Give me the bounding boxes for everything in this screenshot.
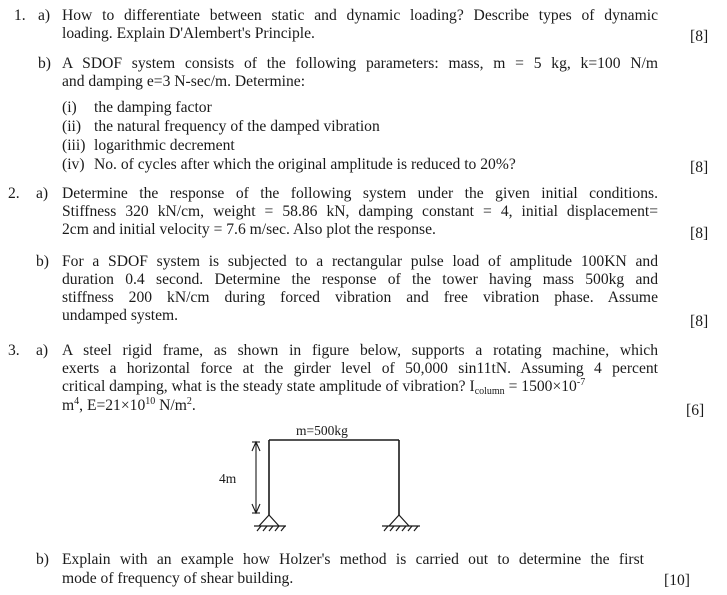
q2b-line-2: duration 0.4 second. Determine the response of the tower having mass 500kg and <box>62 271 658 288</box>
q2b-marks: [8] <box>690 313 709 330</box>
q3a-marks: [6] <box>686 402 705 419</box>
height-dimension <box>252 442 260 513</box>
q1a-label: a) <box>38 7 51 24</box>
q2a-marks: [8] <box>690 225 709 242</box>
right-support <box>382 515 420 531</box>
q2b-line-3: stiffness 200 kN/cm during forced vibration and free vibration phase. Assume <box>62 289 658 306</box>
q1b-label: b) <box>38 55 51 72</box>
q3a-line-2: exerts a horizontal force at the girder level of 50,000 sin11tN. Assuming 4 percent <box>62 360 658 377</box>
q1b-sub-3-text: logarithmic decrement <box>94 137 235 154</box>
q1b-sub-2-text: the natural frequency of the damped vibration <box>94 118 380 135</box>
left-support <box>254 515 286 531</box>
q2b-line-4: undamped system. <box>62 307 179 324</box>
q2a-line-3: 2cm and initial velocity = 7.6 m/sec. Also plot the response. <box>62 221 436 238</box>
q2a-line-1: Determine the response of the following system under the given initial conditions. <box>62 185 658 202</box>
q3a-line-4: $m^4$, $E=21\times 10^{10}$ $N/m^2$. <box>62 396 196 414</box>
q1b-sub-2-num: (ii) <box>62 118 82 135</box>
q1b-line-2: and damping e=3 N-sec/m. Determine: <box>62 73 306 90</box>
q1a-line-2: loading. Explain D'Alembert's Principle. <box>62 25 315 42</box>
q1a-line-1: How to differentiate between static and dynamic loading? Describe types of dynamic <box>62 7 658 24</box>
q1b-sub-1-text: the damping factor <box>94 99 212 116</box>
height-label: 4m <box>219 471 237 486</box>
q2a-label: a) <box>36 185 49 202</box>
q1b-sub-4-num: (iv) <box>62 156 85 173</box>
q1b-sub-1-num: (i) <box>62 99 77 116</box>
q1b-sub-4-text: No. of cycles after which the original amplitude is reduced to 20%? <box>94 156 516 173</box>
q3a-line-3: critical damping, what is the steady state amplitude of vibration? $I_{column} = 1500\times 10^{-7}$ <box>62 377 586 397</box>
q3b-label: b) <box>36 551 49 568</box>
q3b-marks: [10] <box>664 572 690 589</box>
q1b-sub-3-num: (iii) <box>62 137 86 154</box>
q3-number: 3. <box>8 342 20 359</box>
rigid-frame-figure <box>214 420 464 550</box>
q1b-line-1: A SDOF system consists of the following parameters: mass, m = 5 kg, k=100 N/m <box>62 55 658 72</box>
q3b-line-2: mode of frequency of shear building. <box>62 570 294 587</box>
q1b-marks: [8] <box>690 159 709 176</box>
q2b-label: b) <box>36 253 49 270</box>
q3a-label: a) <box>36 342 49 359</box>
mass-label: m=500kg <box>296 423 348 438</box>
q2b-line-1: For a SDOF system is subjected to a rectangular pulse load of amplitude 100KN and <box>62 253 658 270</box>
q3b-line-1: Explain with an example how Holzer's method is carried out to determine the first <box>62 551 644 568</box>
q2-number: 2. <box>8 185 20 202</box>
q2a-line-2: Stiffness 320 kN/cm, weight = 58.86 kN, damping constant = 4, initial displacement= <box>62 203 658 220</box>
q3a-line-1: A steel rigid frame, as shown in figure below, supports a rotating machine, which <box>62 342 658 359</box>
q1-number: 1. <box>14 7 26 24</box>
q1a-marks: [8] <box>690 28 709 45</box>
